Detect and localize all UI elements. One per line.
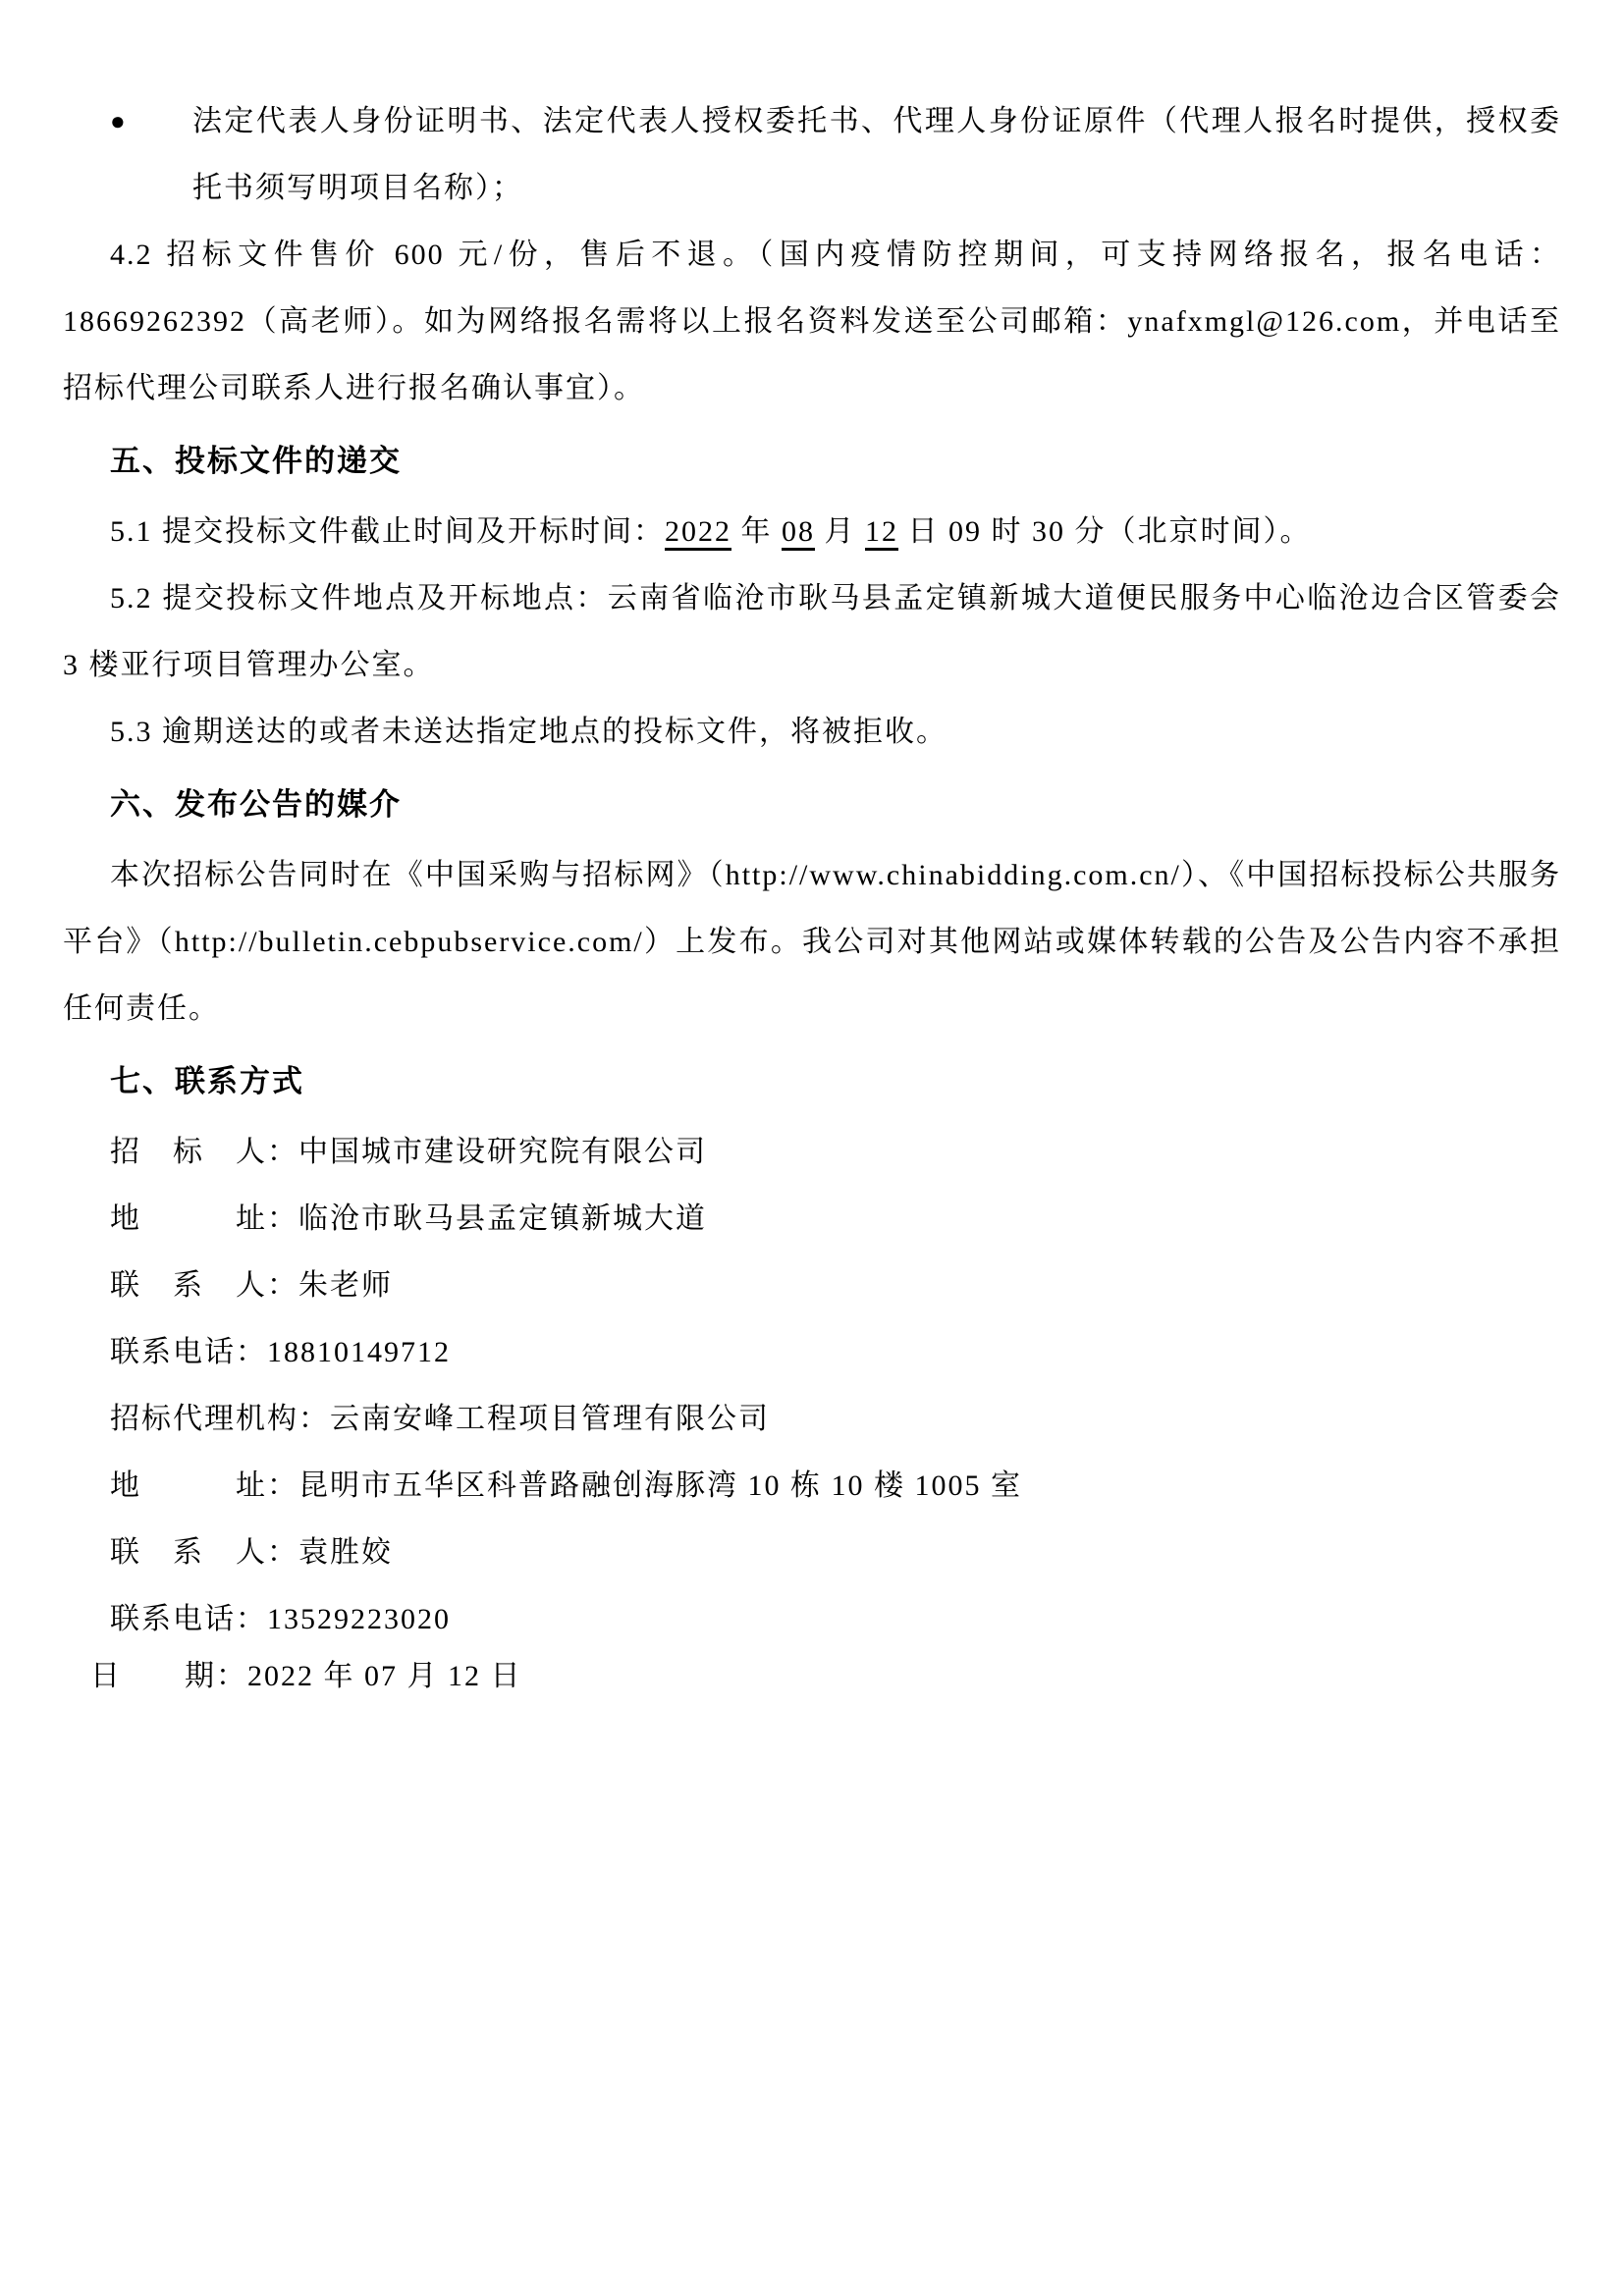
para-4-2: 4.2 招标文件售价 600 元/份，售后不退。（国内疫情防控期间，可支持网络报名，报名电话：18669262392（高老师）。如为网络报名需将以上报名资料发送至公司邮箱：ynafxmgl@126.com，并电话至招标代理公司联系人进行报名确认事宜）。	[63, 239, 1561, 404]
contact-label: 联 系 人：	[110, 1536, 298, 1569]
contact-label: 联 系 人：	[110, 1269, 298, 1302]
agency-name: 云南安峰工程项目管理有限公司	[330, 1403, 770, 1435]
contact-label: 联系电话：	[110, 1603, 267, 1635]
item-5-2: 5.2 提交投标文件地点及开标地点：云南省临沧市耿马县孟定镇新城大道便民服务中心临沧边合区管委会 3 楼亚行项目管理办公室。	[63, 582, 1561, 681]
year-unit: 年	[731, 515, 782, 548]
month-unit: 月	[815, 515, 865, 548]
bid-deadline-day: 12	[865, 515, 898, 548]
contact-line-tenderer	[110, 1119, 1561, 1186]
bid-deadline-month: 08	[782, 515, 815, 548]
contact-line-tenderer-address	[110, 1186, 1561, 1253]
item-5-1-prefix: 5.1 提交投标文件截止时间及开标时间：	[110, 515, 665, 548]
document-date: 2022 年 07 月 12 日	[247, 1660, 522, 1692]
para-section-6: 本次招标公告同时在《中国采购与招标网》（http://www.chinabidding.com.cn/）、《中国招标投标公共服务平台》（http://bulletin.cebpubservice.com/）上发布。我公司对其他网站或媒体转载的公告及公告内容不承担任何责任。	[63, 859, 1561, 1025]
tenderer-address: 临沧市耿马县孟定镇新城大道	[298, 1202, 707, 1235]
contact-label: 地 址：	[110, 1202, 298, 1235]
contact-label: 招 标 人：	[110, 1136, 298, 1168]
agency-contact-person: 袁胜姣	[298, 1536, 393, 1569]
agency-address: 昆明市五华区科普路融创海豚湾 10 栋 10 楼 1005 室	[298, 1469, 1022, 1502]
tenderer-contact-person: 朱老师	[298, 1269, 393, 1302]
bullet-icon: ●	[110, 107, 128, 135]
tenderer-phone: 18810149712	[267, 1336, 451, 1368]
contact-line-agency-contact	[110, 1520, 1561, 1586]
bid-deadline-year: 2022	[665, 515, 731, 548]
item-5-3: 5.3 逾期送达的或者未送达指定地点的投标文件，将被拒收。	[110, 716, 947, 748]
contact-line-agency-phone	[110, 1586, 1561, 1653]
heading-section-6: 六、发布公告的媒介	[110, 787, 402, 822]
agency-phone: 13529223020	[267, 1603, 451, 1635]
bullet-item	[110, 88, 1561, 222]
contact-label: 招标代理机构：	[110, 1403, 330, 1435]
item-5-1	[63, 499, 1561, 565]
contact-line-agency-address	[110, 1453, 1561, 1520]
contact-label: 联系电话：	[110, 1336, 267, 1368]
bullet-item-text: 法定代表人身份证明书、法定代表人授权委托书、代理人身份证原件（代理人报名时提供，授权委托书须写明项目名称）；	[192, 105, 1561, 204]
contact-label: 地 址：	[110, 1469, 298, 1502]
contact-line-tenderer-contact	[110, 1253, 1561, 1319]
heading-section-5: 五、投标文件的递交	[110, 444, 402, 478]
document-date-line	[90, 1653, 1561, 1700]
contact-line-tenderer-phone	[110, 1319, 1561, 1386]
tenderer-name: 中国城市建设研究院有限公司	[298, 1136, 707, 1168]
item-5-1-suffix: 日 09 时 30 分（北京时间）。	[898, 515, 1312, 548]
date-label: 日 期：	[90, 1660, 247, 1692]
heading-section-7: 七、联系方式	[110, 1064, 304, 1098]
contact-line-agency	[110, 1386, 1561, 1453]
